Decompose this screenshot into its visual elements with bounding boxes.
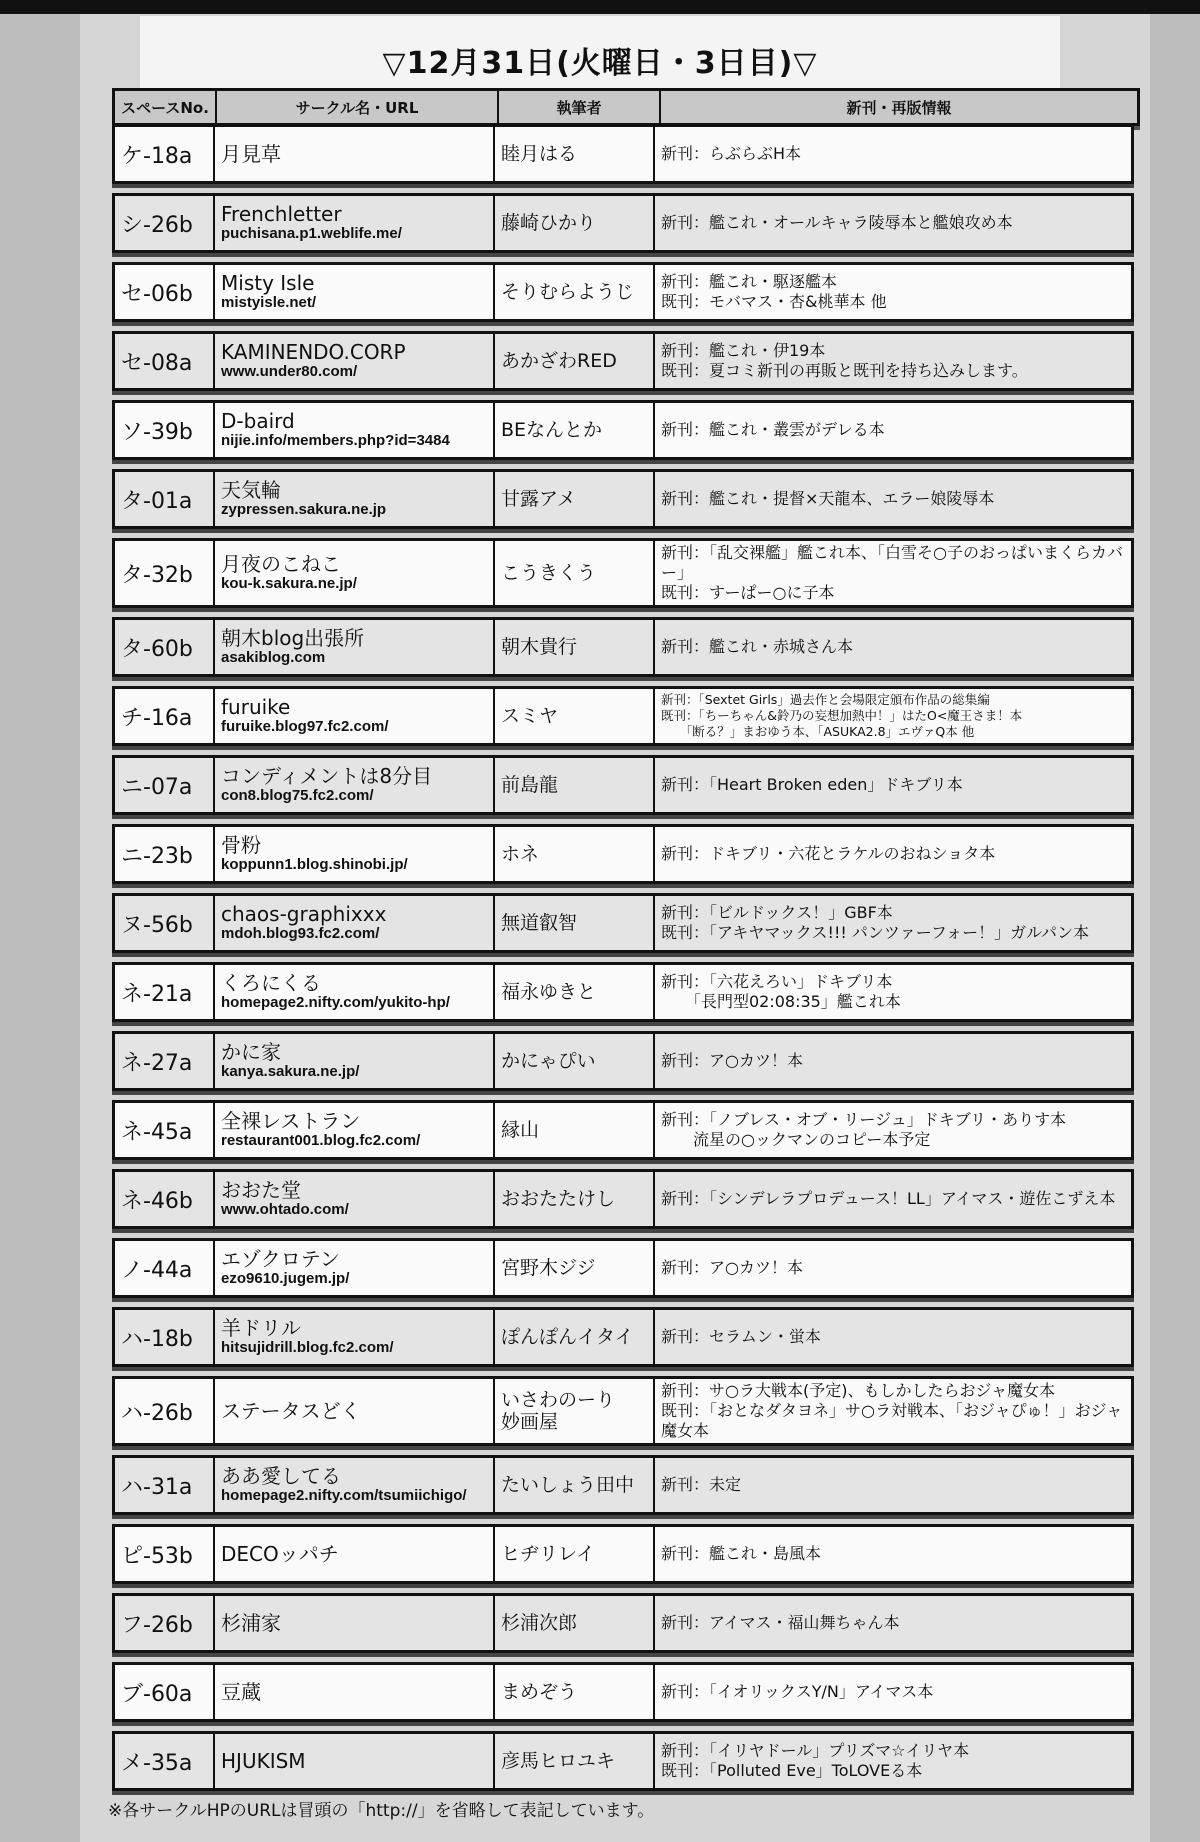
info-line: 新刊：艦これ・オールキャラ陵辱本と艦娘攻め本 <box>661 213 1013 232</box>
table-row <box>112 124 1134 184</box>
author-name: 朝木貴行 <box>501 636 578 658</box>
release-info <box>655 1034 1131 1088</box>
info-line: 新刊：ア○カツ！本 <box>661 1258 803 1277</box>
info-line: 新刊：アイマス・福山舞ちゃん本 <box>661 1613 900 1632</box>
space-number: ニ-07a <box>115 758 215 812</box>
circle-url: www.ohtado.com/ <box>221 1201 349 1218</box>
circle-name: D-baird <box>221 409 295 433</box>
author-name: スミヤ <box>501 705 559 727</box>
author-name: おおたたけし <box>501 1188 616 1210</box>
author-name: かにゃぴい <box>501 1050 596 1072</box>
circle-name: 朝木blog出張所 <box>221 626 365 650</box>
author-cell <box>495 403 655 457</box>
author-name: 藤崎ひかり <box>501 212 597 234</box>
space-number: ネ-21a <box>115 965 215 1019</box>
release-info <box>655 265 1131 319</box>
author-name: 宮野木ジジ <box>501 1257 596 1279</box>
circle-name: 月夜のこねこ <box>221 552 341 576</box>
space-number: タ-01a <box>115 472 215 526</box>
space-number: メ-35a <box>115 1734 215 1788</box>
circle-cell <box>215 1734 495 1788</box>
circle-url: zypressen.sakura.ne.jp <box>221 501 387 518</box>
circle-url: nijie.info/members.php?id=3484 <box>221 432 450 449</box>
circle-name: 豆蔵 <box>221 1680 261 1704</box>
circle-name: chaos-graphixxx <box>221 902 387 926</box>
info-line: 既刊：「おとなダタヨネ」サ○ラ対戦本、「おジャぴゅ！」おジャ魔女本 <box>661 1401 1123 1440</box>
circle-url: kanya.sakura.ne.jp/ <box>221 1063 360 1080</box>
circle-cell <box>215 827 495 881</box>
author-cell <box>495 472 655 526</box>
author-cell <box>495 1665 655 1719</box>
table-row <box>112 1662 1134 1722</box>
space-number: ソ-39b <box>115 403 215 457</box>
author-name: 縁山 <box>501 1119 540 1141</box>
header-circle: サークル名・URL <box>217 91 499 123</box>
circle-name: 骨粉 <box>221 833 261 857</box>
circle-cell <box>215 1241 495 1295</box>
author-cell <box>495 541 655 605</box>
release-info <box>655 196 1131 250</box>
circle-cell <box>215 265 495 319</box>
space-number: セ-08a <box>115 334 215 388</box>
author-name: 杉浦次郎 <box>501 1612 578 1634</box>
space-number: ブ-60a <box>115 1665 215 1719</box>
info-line: 新刊：「ノブレス・オブ・リージュ」ドキブリ・ありす本 <box>661 1110 1067 1129</box>
space-number: ニ-23b <box>115 827 215 881</box>
space-number: ネ-27a <box>115 1034 215 1088</box>
circle-cell <box>215 403 495 457</box>
release-info <box>655 1379 1131 1443</box>
table-row <box>112 1031 1134 1091</box>
circle-url: koppunn1.blog.shinobi.jp/ <box>221 856 408 873</box>
info-line: 新刊：艦これ・伊19本 <box>661 341 826 360</box>
info-line: 流星の○ックマンのコピー本予定 <box>661 1130 931 1149</box>
circle-name: かに家 <box>221 1040 281 1064</box>
author-cell <box>495 127 655 181</box>
info-line: 新刊：セラムン・蛍本 <box>661 1327 821 1346</box>
table-row <box>112 1169 1134 1229</box>
circle-name: くろにくる <box>221 971 321 995</box>
space-number: ノ-44a <box>115 1241 215 1295</box>
circle-name: 天気輪 <box>221 478 281 502</box>
author-cell <box>495 1734 655 1788</box>
author-name: たいしょう田中 <box>501 1474 635 1496</box>
space-number: ネ-46b <box>115 1172 215 1226</box>
circle-cell <box>215 965 495 1019</box>
author-cell <box>495 1379 655 1443</box>
author-cell <box>495 965 655 1019</box>
circle-name: エゾクロテン <box>221 1247 340 1271</box>
space-number: ヌ-56b <box>115 896 215 950</box>
circle-table <box>112 124 1134 1791</box>
release-info <box>655 1527 1131 1581</box>
table-row <box>112 1593 1134 1653</box>
release-info <box>655 827 1131 881</box>
info-line: 新刊：「シンデレラプロデュース！LL」アイマス・遊佐こずえ本 <box>661 1189 1116 1208</box>
release-info <box>655 1665 1131 1719</box>
circle-url: restaurant001.blog.fc2.com/ <box>221 1132 421 1149</box>
author-name: こうきくう <box>501 562 597 584</box>
table-row <box>112 331 1134 391</box>
release-info <box>655 965 1131 1019</box>
circle-url: asakiblog.com <box>221 649 326 666</box>
info-line: 既刊：「Polluted Eve」ToLOVEる本 <box>661 1761 923 1780</box>
author-name: ぽんぽんイタイ <box>501 1326 634 1348</box>
space-number: タ-32b <box>115 541 215 605</box>
circle-cell <box>215 127 495 181</box>
circle-url: www.under80.com/ <box>221 363 358 380</box>
author-cell <box>495 265 655 319</box>
space-number: ケ-18a <box>115 127 215 181</box>
author-cell <box>495 1103 655 1157</box>
info-line: 新刊：ア○カツ！本 <box>661 1051 803 1070</box>
circle-name: 杉浦家 <box>221 1611 281 1635</box>
circle-url: ezo9610.jugem.jp/ <box>221 1270 350 1287</box>
footnote: ※各サークルHPのURLは冒頭の「http://」を省略して表記しています。 <box>108 1801 655 1821</box>
space-number: ハ-31a <box>115 1458 215 1512</box>
author-cell <box>495 689 655 743</box>
table-row <box>112 538 1134 608</box>
circle-cell <box>215 1665 495 1719</box>
header-info: 新刊・再版情報 <box>846 98 952 117</box>
author-name: いさわのーり 妙画屋 <box>501 1389 616 1433</box>
table-row <box>112 1100 1134 1160</box>
circle-name: furuike <box>221 695 291 719</box>
author-cell <box>495 1034 655 1088</box>
table-row <box>112 1376 1134 1446</box>
author-cell <box>495 1527 655 1581</box>
circle-name: Misty Isle <box>221 271 315 295</box>
circle-url: hitsujidrill.blog.fc2.com/ <box>221 1339 394 1356</box>
circle-cell <box>215 758 495 812</box>
release-info <box>655 689 1131 743</box>
info-line: 新刊：「乱交裸艦」艦これ本、「白雪そ○子のおっぱいまくらカバー」 <box>661 543 1123 582</box>
info-line: 既刊：すーぱー○に子本 <box>661 583 835 602</box>
space-number: ネ-45a <box>115 1103 215 1157</box>
circle-cell <box>215 1527 495 1581</box>
info-line: 「断る？」まおゆう本、「ASUKA2.8」エヴァQ本 他 <box>661 724 975 739</box>
circle-url: mistyisle.net/ <box>221 294 317 311</box>
author-cell <box>495 896 655 950</box>
author-cell <box>495 620 655 674</box>
info-line: 新刊：「イオリックスY/N」アイマス本 <box>661 1682 934 1701</box>
circle-name: Frenchletter <box>221 202 342 226</box>
release-info <box>655 1458 1131 1512</box>
author-cell <box>495 196 655 250</box>
release-info <box>655 1310 1131 1364</box>
release-info <box>655 896 1131 950</box>
author-name: 彦馬ヒロユキ <box>501 1750 616 1772</box>
circle-cell <box>215 1034 495 1088</box>
author-cell <box>495 758 655 812</box>
header-author: 執筆者 <box>499 91 661 123</box>
author-name: そりむらようじ <box>501 281 635 303</box>
space-number: タ-60b <box>115 620 215 674</box>
author-cell <box>495 334 655 388</box>
circle-cell <box>215 472 495 526</box>
circle-name: ああ愛してる <box>221 1464 341 1488</box>
circle-url: kou-k.sakura.ne.jp/ <box>221 575 357 592</box>
circle-cell <box>215 541 495 605</box>
table-row <box>112 962 1134 1022</box>
circle-name: HJUKISM <box>221 1749 306 1773</box>
circle-cell <box>215 196 495 250</box>
author-name: ホネ <box>501 843 540 865</box>
release-info <box>655 127 1131 181</box>
info-line: 既刊：夏コミ新刊の再販と既刊を持ち込みします。 <box>661 361 1028 380</box>
author-name: あかざわRED <box>501 350 617 372</box>
author-name: ヒヂリレイ <box>501 1543 596 1565</box>
circle-url: furuike.blog97.fc2.com/ <box>221 718 389 735</box>
author-name: まめぞう <box>501 1681 578 1703</box>
author-cell <box>495 1310 655 1364</box>
author-cell <box>495 827 655 881</box>
release-info <box>655 334 1131 388</box>
table-row <box>112 1524 1134 1584</box>
info-line: 新刊：「六花えろい」ドキブリ本 <box>661 972 893 991</box>
space-number: シ-26b <box>115 196 215 250</box>
release-info <box>655 541 1131 605</box>
release-info <box>655 472 1131 526</box>
circle-url: con8.blog75.fc2.com/ <box>221 787 374 804</box>
info-line: 新刊：ドキブリ・六花とラケルのおねショタ本 <box>661 844 996 863</box>
info-line: 新刊：「Heart Broken eden」ドキブリ本 <box>661 775 963 794</box>
table-row <box>112 193 1134 253</box>
info-line: 新刊：艦これ・島風本 <box>661 1544 822 1563</box>
circle-name: おおた堂 <box>221 1178 301 1202</box>
table-row <box>112 755 1134 815</box>
table-row <box>112 469 1134 529</box>
author-cell <box>495 1458 655 1512</box>
info-line: 既刊：「ちーちゃん&鈴乃の妄想加熱中！」はたO<魔王さま！本 <box>661 708 1023 723</box>
info-line: 既刊：「アキヤマックス!!! パンツァーフォー！」ガルパン本 <box>661 923 1090 942</box>
info-line: 新刊：艦これ・提督×天龍本、エラー娘陵辱本 <box>661 489 995 508</box>
release-info <box>655 758 1131 812</box>
info-line: 新刊：艦これ・叢雲がデレる本 <box>661 420 885 439</box>
table-row <box>112 1307 1134 1367</box>
header-space: スペースNo. <box>115 91 217 123</box>
circle-name: 羊ドリル <box>221 1316 301 1340</box>
circle-cell <box>215 689 495 743</box>
info-line: 新刊：艦これ・赤城さん本 <box>661 637 854 656</box>
author-name: 前島龍 <box>501 774 559 796</box>
release-info <box>655 1103 1131 1157</box>
release-info <box>655 1172 1131 1226</box>
author-name: 睦月はる <box>501 143 578 165</box>
author-cell <box>495 1172 655 1226</box>
circle-url: homepage2.nifty.com/yukito-hp/ <box>221 994 450 1011</box>
circle-name: コンディメントは8分目 <box>221 764 433 788</box>
space-number: ハ-18b <box>115 1310 215 1364</box>
author-name: BEなんとか <box>501 419 603 441</box>
circle-cell <box>215 620 495 674</box>
circle-cell <box>215 1458 495 1512</box>
circle-name: ステータスどく <box>221 1399 361 1423</box>
author-cell <box>495 1596 655 1650</box>
circle-cell <box>215 1172 495 1226</box>
table-row <box>112 400 1134 460</box>
circle-name: DECOッパチ <box>221 1542 339 1566</box>
page-title: ▽12月31日(火曜日・3日目)▽ <box>382 46 818 81</box>
author-cell <box>495 1241 655 1295</box>
circle-cell <box>215 334 495 388</box>
circle-name: 月見草 <box>221 142 281 166</box>
release-info <box>655 1734 1131 1788</box>
release-info <box>655 1596 1131 1650</box>
info-line: 新刊：らぶらぶH本 <box>661 144 802 163</box>
author-name: 無道叡智 <box>501 912 578 934</box>
info-line: 新刊：サ○ラ大戦本(予定)、もしかしたらおジャ魔女本 <box>661 1381 1056 1400</box>
table-row <box>112 262 1134 322</box>
circle-cell <box>215 1596 495 1650</box>
info-line: 新刊：「Sextet Girls」過去作と会場限定頒布作品の総集編 <box>661 692 990 707</box>
author-name: 福永ゆきと <box>501 981 597 1003</box>
table-row <box>112 617 1134 677</box>
circle-cell <box>215 896 495 950</box>
table-row <box>112 1238 1134 1298</box>
release-info <box>655 403 1131 457</box>
info-line: 新刊：「イリヤドール」プリズマ☆イリヤ本 <box>661 1741 970 1760</box>
circle-cell <box>215 1103 495 1157</box>
table-row <box>112 824 1134 884</box>
table-row <box>112 893 1134 953</box>
circle-url: homepage2.nifty.com/tsumiichigo/ <box>221 1487 467 1504</box>
author-name: 甘露アメ <box>501 488 576 510</box>
space-number: ピ-53b <box>115 1527 215 1581</box>
space-number: チ-16a <box>115 689 215 743</box>
table-row <box>112 686 1134 746</box>
info-line: 既刊：モバマス・杏&桃華本 他 <box>661 292 887 311</box>
info-line: 新刊：「ビルドックス！」GBF本 <box>661 903 893 922</box>
release-info <box>655 620 1131 674</box>
info-line: 「長門型02:08:35」艦これ本 <box>661 992 901 1011</box>
space-number: ハ-26b <box>115 1379 215 1443</box>
info-line: 新刊：未定 <box>661 1475 742 1494</box>
space-number: セ-06b <box>115 265 215 319</box>
info-line: 新刊：艦これ・駆逐艦本 <box>661 272 838 291</box>
circle-name: 全裸レストラン <box>221 1109 361 1133</box>
space-number: フ-26b <box>115 1596 215 1650</box>
table-row <box>112 1731 1134 1791</box>
table-row <box>112 1455 1134 1515</box>
circle-name: KAMINENDO.CORP <box>221 340 406 364</box>
circle-url: mdoh.blog93.fc2.com/ <box>221 925 380 942</box>
release-info <box>655 1241 1131 1295</box>
circle-url: puchisana.p1.weblife.me/ <box>221 225 402 242</box>
circle-cell <box>215 1310 495 1364</box>
circle-cell <box>215 1379 495 1443</box>
